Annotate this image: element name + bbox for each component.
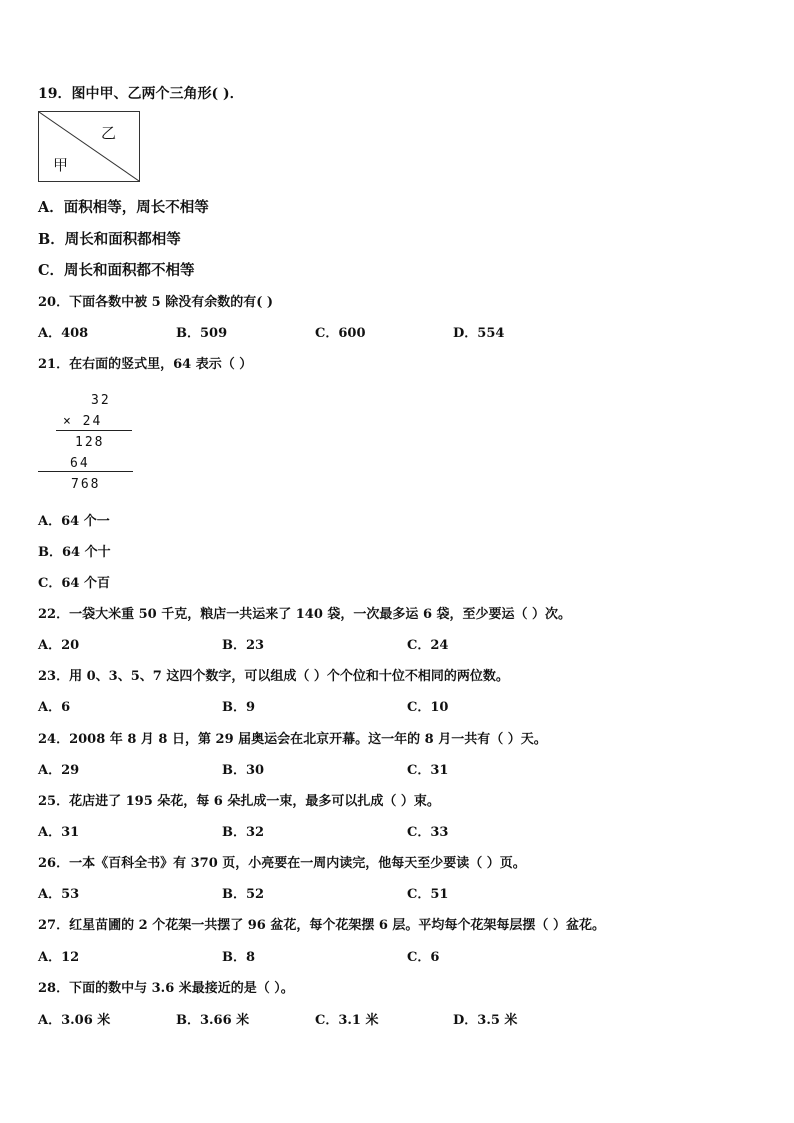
q27-option-b[interactable]: B．8	[222, 950, 256, 965]
q25-option-a[interactable]: A．31	[38, 825, 80, 840]
question-19: 19．图中甲、乙两个三角形( )．	[38, 86, 244, 102]
q22-option-a[interactable]: A．20	[38, 638, 80, 653]
question-27: 27．红星苗圃的 2 个花架一共摆了 96 盆花，每个花架摆 6 层。平均每个花架每层摆（ ）盆花。	[38, 918, 605, 933]
q25-option-c[interactable]: C．33	[407, 825, 449, 840]
q25-option-b[interactable]: B．32	[222, 825, 265, 840]
q20-options	[0, 322, 794, 340]
q22-option-b[interactable]: B．23	[222, 638, 265, 653]
q28-option-d[interactable]: D．3.5 米	[453, 1013, 518, 1028]
q27-options	[0, 946, 794, 964]
vertical-line-4: 64	[70, 456, 90, 471]
q23-option-c[interactable]: C．10	[407, 700, 449, 715]
question-22: 22．一袋大米重 50 千克，粮店一共运来了 140 袋，一次最多运 6 袋，至少要运（ ）次。	[38, 607, 572, 622]
vertical-line-1: 32	[91, 393, 111, 408]
q23-option-a[interactable]: A．6	[38, 700, 71, 715]
q26-option-a[interactable]: A．53	[38, 887, 80, 902]
question-20: 20．下面各数中被 5 除没有余数的有( )	[38, 295, 274, 310]
label-yi: 乙	[101, 124, 117, 142]
question-21: 21．在右面的竖式里，64 表示（ ）	[38, 357, 253, 372]
q28-option-b[interactable]: B．3.66 米	[176, 1013, 250, 1028]
q23-option-b[interactable]: B．9	[222, 700, 256, 715]
q20-option-b[interactable]: B．509	[176, 326, 228, 341]
vertical-line-3: 128	[75, 435, 105, 450]
q20-option-d[interactable]: D．554	[453, 326, 505, 341]
q19-option-c[interactable]: C．周长和面积都不相等	[38, 262, 195, 279]
q20-option-a[interactable]: A．408	[38, 326, 89, 341]
label-jia: 甲	[53, 156, 69, 174]
q19-option-b[interactable]: B．周长和面积都相等	[38, 231, 181, 248]
q22-options	[0, 634, 794, 652]
q25-options	[0, 821, 794, 839]
vertical-line-2: × 24	[63, 414, 103, 429]
question-26: 26．一本《百科全书》有 370 页，小亮要在一周内读完，他每天至少要读（ ）页。	[38, 856, 526, 871]
q24-option-c[interactable]: C．31	[407, 763, 449, 778]
rule-2	[38, 471, 133, 472]
q22-option-c[interactable]: C．24	[407, 638, 449, 653]
q21-option-a[interactable]: A．64 个一	[38, 514, 110, 529]
q24-option-a[interactable]: A．29	[38, 763, 80, 778]
q24-options	[0, 759, 794, 777]
triangle-diagram	[38, 111, 140, 182]
q21-option-c[interactable]: C．64 个百	[38, 576, 110, 591]
question-24: 24．2008 年 8 月 8 日，第 29 届奥运会在北京开幕。这一年的 8 月一共有（ ）天。	[38, 732, 547, 747]
q27-option-a[interactable]: A．12	[38, 950, 80, 965]
q19-option-a[interactable]: A．面积相等，周长不相等	[38, 199, 209, 216]
q24-option-b[interactable]: B．30	[222, 763, 265, 778]
q28-option-c[interactable]: C．3.1 米	[315, 1013, 379, 1028]
q21-option-b[interactable]: B．64 个十	[38, 545, 111, 560]
q26-option-c[interactable]: C．51	[407, 887, 449, 902]
q26-options	[0, 883, 794, 901]
q23-options	[0, 696, 794, 714]
question-25: 25．花店进了 195 朵花，每 6 朵扎成一束，最多可以扎成（ ）束。	[38, 794, 440, 809]
q28-option-a[interactable]: A．3.06 米	[38, 1013, 111, 1028]
question-23: 23．用 0、3、5、7 这四个数字，可以组成（ ）个个位和十位不相同的两位数。	[38, 669, 509, 684]
vertical-line-5: 768	[71, 477, 101, 492]
rule-1	[56, 430, 132, 431]
question-28: 28．下面的数中与 3.6 米最接近的是（ ）。	[38, 981, 294, 996]
q28-options	[0, 1009, 794, 1027]
q27-option-c[interactable]: C．6	[407, 950, 440, 965]
q26-option-b[interactable]: B．52	[222, 887, 265, 902]
q20-option-c[interactable]: C．600	[315, 326, 366, 341]
